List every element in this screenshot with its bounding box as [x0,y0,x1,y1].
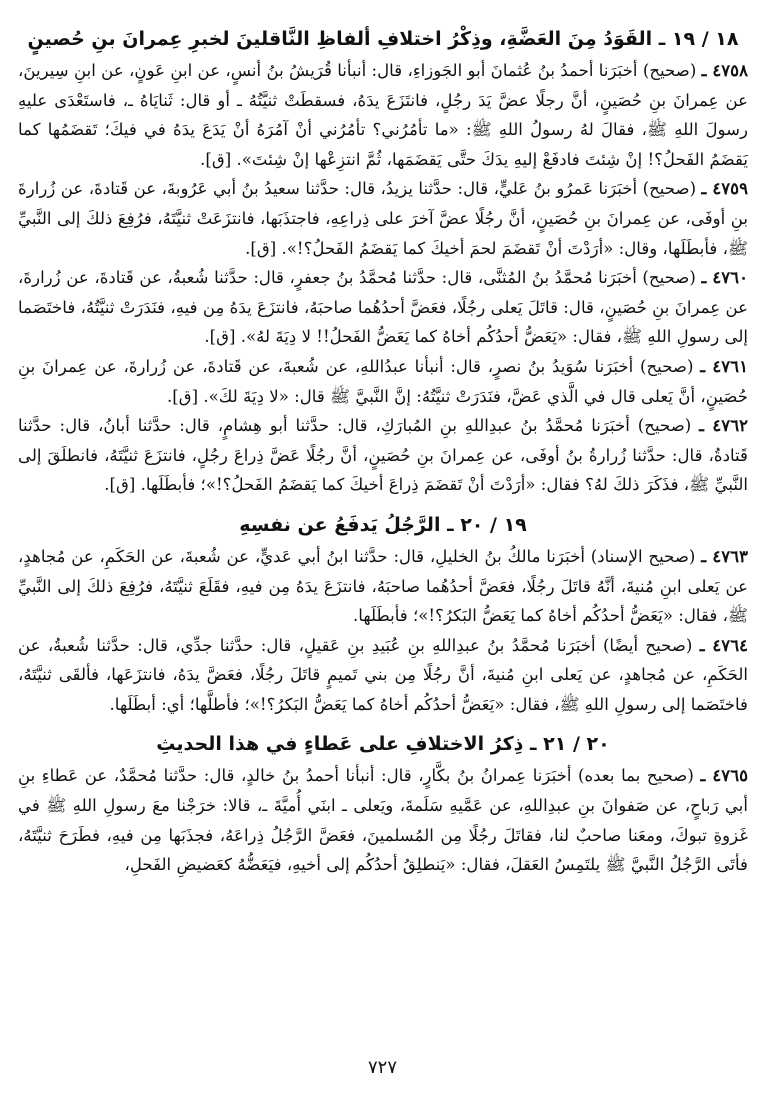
hadith-number: ٤٧٦٠ ـ [701,267,749,288]
hadith-number: ٤٧٦٢ ـ [699,415,749,436]
hadith-number: ٤٧٦٥ ـ [700,765,749,786]
hadith-text: أخبَرَنا مُحمَّدُ بنُ عبدِاللهِ بنِ المُبارَكِ، قال: حدَّثنا أبو هِشامٍ، قال: حدَّثنا أبانُ، قال: حدَّثنا قَتادةُ، قال: حدَّثنا زُرارةُ بنُ أوفَى، عن عِمرانَ بنِ حُصَينٍ، أنَّ رجُلًا عَضَّ ذِراعَ رجُلٍ، فانتزَعَ ثنيَّتَهُ، فانطلَقَ إلى النَّبيِّ ﷺ، فذَكَرَ ذلكَ لهُ؟ فقال: «أرَدْتَ أنْ تَقضَمَ ذِراعَ أخيكَ كما يَقضَمُ الفَحلُ؟!»؛ فأبطَلَها. [ق]. [18,416,748,495]
hadith-4764 [18,631,748,720]
hadith-4763 [18,542,748,631]
hadith-grade: (صحيح) [640,356,694,376]
hadith-text: أخبَرَنا أحمدُ بنُ عُثمانَ أبو الجَوزاءِ، قال: أنبأنا قُرَيشُ بنُ أنسٍ، عن ابنِ عَونٍ، عن ابنِ سِيرينَ، عن عِمرانَ بنِ حُصَينٍ، أنَّ رجلًا عضَّ يَدَ رجُلٍ، فانتَزَعَ يدَهُ، فسقطَتْ ثنيَّتُهُ ـ أو قال: ثَنايَاهُ ـ، فاستَعْدَى عليهِ رسولَ اللهِ ﷺ، فقالَ لهُ رسولُ اللهِ ﷺ: «ما تأمُرُني؟ تأمُرُني أنْ آمُرَهُ أنْ يَدَعَ يدَهُ في فيكَ؛ تَقضَمُها كما يَقضَمُ الفَحلُ؟! إنْ شِئتَ فادفَعْ إليهِ يدَكَ حتَّى يَقضَمَها، ثُمَّ انتزِعْها إنْ شِئتَ». [ق]. [18,61,748,169]
hadith-number: ٤٧٥٩ ـ [701,178,749,199]
hadith-4759 [18,174,748,263]
hadith-grade: (صحيح بما بعده) [578,766,694,786]
hadith-text: أخبَرَنا عَمرُو بنُ عَليٍّ، قال: حدَّثنا يزيدُ، قال: حدَّثنا سعيدُ بنُ أبي عَرُوبةَ، عن قَتادةَ، عن زُرارةَ بنِ أوفَى، عن عِمرانَ بنِ حُصَينٍ، أنَّ رجُلًا عضَّ آخرَ على ذِراعِهِ، فاجتذَبَها، فانتزَعَتْ ثنيَّتَهُ، فرُفِعَ ذلكَ إلى النَّبيِّ ﷺ، فأبطَلَها، وقال: «أرَدْتَ أنْ تَقضَمَ لحمَ أخيكَ كما يَقضَمُ الفَحلُ؟!». [ق]. [18,179,748,258]
hadith-number: ٤٧٦٤ ـ [699,634,749,655]
hadith-text: أخبَرَنا عِمرانُ بنُ بكَّارٍ، قال: أنبأنا أحمدُ بنُ خالدٍ، قال: حدَّثنا مُحمَّدٌ، عن عَطاءِ بنِ أبي رَباحٍ، عن صَفوانَ بنِ عبدِاللهِ، عن عَمَّيهِ سَلَمةَ، ويَعلى ـ ابنَي أُميَّةَ ـ، قالا: خرَجْنا معَ رسولِ اللهِ ﷺ في غَزوةِ تبوكَ، ومعَنا صاحبٌ لنا، فقاتَلَ رجُلًا مِن المُسلمينَ، فعَضَّ الرَّجُلُ ذِراعَهُ، فجذَبَها مِن فيهِ، فطَرَحَ ثنيَّتَهُ، فأتَى الرَّجُلُ النَّبيَّ ﷺ يلتَمِسُ العَقلَ، فقال: «يَنطلِقُ أحدُكُم إلى أخيهِ، فيَعَضُّهُ كعَضيضِ الفَحلِ، [18,766,748,875]
hadith-4761 [18,352,748,411]
hadith-4758 [18,56,748,174]
hadith-number: ٤٧٥٨ ـ [701,60,748,80]
hadith-text: أخبَرَنا مُحمَّدُ بنُ المُثنَّى، قال: حدَّثنا مُحمَّدُ بنُ جعفرٍ، قال: حدَّثنا شُعبةُ، عن قَتادةَ، عن زُرارةَ، عن عِمرانَ بنِ حُصَينٍ، قال: قاتَلَ يَعلى رجُلًا، فعَضَّ أحدُهُما صاحبَهُ، فانتزَعَ يدَهُ مِن فيهِ، فنَدَرَتْ ثنيَّتُهُ، فاختَصَما إلى رسولِ اللهِ ﷺ، فقال: «يَعَضُّ أحدُكُم أخاهُ كما يَعَضُّ الفَحلُ!! لا دِيَةَ لهُ». [ق]. [18,268,748,347]
chapter-title: ٢٠ / ٢١ ـ ذِكرُ الاختلافِ على عَطاءٍ في هذا الحديثِ [156,733,610,756]
hadith-grade: (صحيح) [642,179,697,199]
hadith-text: أخبَرَنا مالكُ بنُ الخليلِ، قال: حدَّثنا ابنُ أبي عَديٍّ، عن شُعبةَ، عن الحَكَمِ، عن مُجاهدٍ، عن يَعلى ابنِ مُنيةَ، أنَّهُ قاتَلَ رجُلًا، فعَضَّ أحدُهُما صاحبَهُ، فانتزَعَ يدَهُ مِن فيهِ، فقَلَعَ ثنيَّتَهُ، فرُفِعَ ذلكَ إلى النَّبيِّ ﷺ، فقال: «يَعَضُّ أحدُكُم أخاهُ كما يَعَضُّ البَكرُ؟!»؛ فأبطَلَها. [18,546,748,626]
page-body [18,22,748,880]
hadith-grade: (صحيح الإسناد) [590,546,696,566]
hadith-grade: (صحيح) [642,61,697,80]
hadith-text: أخبَرَنا سُوَيدُ بنُ نصرٍ، قال: أنبأنا عبدُاللهِ، عن شُعبةَ، عن قَتادةَ، عن زُرارةَ، عن عِمرانَ بنِ حُصَينٍ، أنَّ يَعلى قال في الَّذي عَضَّ، فنَدَرَتْ ثنيَّتُهُ: إنَّ النَّبيَّ ﷺ قال: «لا دِيَةَ لكَ». [ق]. [18,356,748,406]
chapter-title: ١٩ / ٢٠ ـ الرَّجُلُ يَدفَعُ عن نفسِهِ [239,513,527,536]
hadith-text: أخبَرَنا مُحمَّدُ بنُ عبدِاللهِ بنِ عُبَيدِ بنِ عَقيلٍ، قال: حدَّثنا جدِّي، قال: حدَّثنا شُعبةُ، عن الحَكَمِ، عن مُجاهدٍ، عن يَعلى ابنِ مُنيةَ، أنَّ رجُلًا مِن بني تَميمٍ قاتَلَ رجُلًا، فعَضَّ يدَهُ، فانتزَعَها، فألقَى ثنيَّتَهُ، فاختَصَما إلى رسولِ اللهِ ﷺ، فقال: «يَعَضُّ أحدُكُم أخاهُ كما يَعَضُّ البَكرُ؟!»؛ فأطلَّها؛ أي: أبطَلَها. [18,635,748,714]
page-number: ٧٢٧ [367,1057,397,1078]
hadith-4760 [18,263,748,352]
hadith-4765 [18,761,748,879]
chapter-title: ١٨ / ١٩ ـ القَوَدُ مِنَ العَضَّةِ، وذِكْرُ اختلافِ ألفاظِ النَّاقلينَ لخبرِ عِمرانَ بنِ حُصينٍ [27,28,739,50]
hadith-4762 [18,411,748,500]
hadith-number: ٤٧٦١ ـ [700,355,748,376]
hadith-number: ٤٧٦٣ ـ [701,545,748,566]
hadith-grade: (صحيح أيضًا) [602,635,693,655]
hadith-grade: (صحيح) [637,416,692,436]
hadith-grade: (صحيح) [642,268,696,288]
